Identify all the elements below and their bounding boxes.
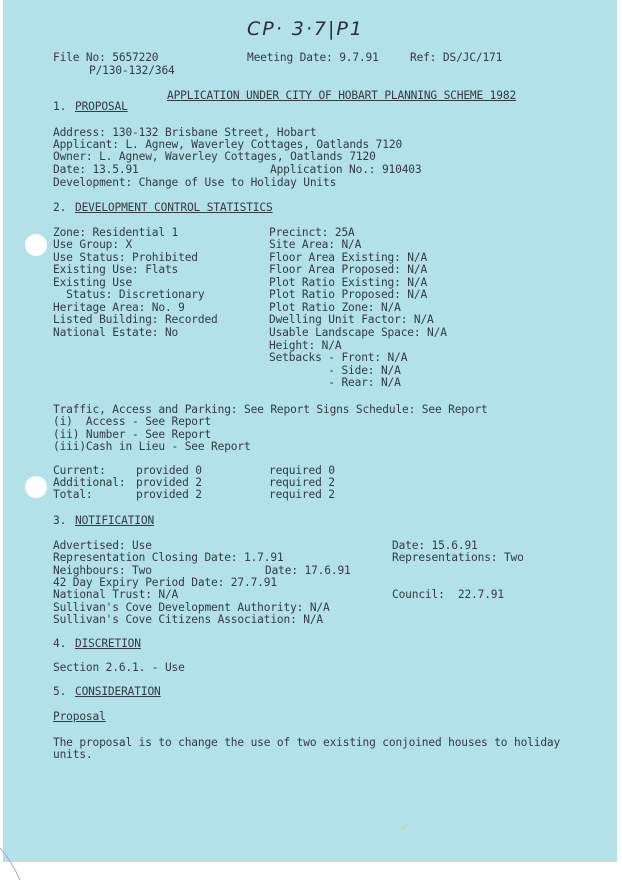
stat-right: Plot Ratio Zone: N/A	[269, 301, 401, 314]
parking-label: Current:	[53, 464, 106, 477]
section-number: 4.	[53, 637, 67, 650]
section-heading-consideration: CONSIDERATION	[75, 685, 161, 698]
stat-right: - Rear: N/A	[269, 376, 401, 389]
parking-provided: provided 0	[136, 464, 202, 477]
traffic-line: (ii) Number - See Report	[53, 428, 212, 441]
stat-right: Plot Ratio Existing: N/A	[269, 276, 428, 289]
stat-right: Usable Landscape Space: N/A	[269, 326, 447, 339]
stat-left: Existing Use: Flats	[53, 263, 179, 276]
national-trust: National Trust: N/A	[53, 588, 179, 601]
stat-left: Status: Discretionary	[53, 288, 205, 301]
section-number: 5.	[53, 685, 67, 698]
subheading-proposal: Proposal	[53, 710, 106, 723]
stat-left: Existing Use	[53, 276, 133, 289]
expiry-period: 42 Day Expiry Period Date: 27.7.91	[53, 576, 277, 589]
stat-right: - Side: N/A	[269, 364, 401, 377]
section-heading-notification: NOTIFICATION	[75, 514, 155, 527]
stat-left: Listed Building: Recorded	[53, 313, 218, 326]
proposal-paragraph-line: The proposal is to change the use of two existing conjoined houses to holiday	[53, 736, 561, 749]
representations: Representations: Two	[392, 551, 524, 564]
parking-provided: provided 2	[136, 488, 202, 501]
parking-required: required 2	[269, 476, 335, 489]
section-number: 1.	[53, 100, 67, 113]
handwritten-note: CP· 3·7|P1	[247, 18, 364, 40]
council-date: Council: 22.7.91	[392, 588, 504, 601]
proposal-paragraph-line: units.	[53, 748, 93, 761]
traffic-line: (iii)Cash in Lieu - See Report	[53, 440, 251, 453]
section-heading-statistics: DEVELOPMENT CONTROL STATISTICS	[75, 201, 273, 214]
neighbours-date: Date: 17.6.91	[265, 564, 351, 577]
parking-required: required 2	[269, 488, 335, 501]
stat-right: Dwelling Unit Factor: N/A	[269, 313, 434, 326]
parking-required: required 0	[269, 464, 335, 477]
stat-left: National Estate: No	[53, 326, 179, 339]
document-title: APPLICATION UNDER CITY OF HOBART PLANNING SCHEME 1982	[167, 89, 517, 102]
traffic-line: Traffic, Access and Parking: See Report Signs Schedule: See Report	[53, 403, 488, 416]
representation-closing: Representation Closing Date: 1.7.91	[53, 551, 284, 564]
file-number: File No: 5657220	[53, 51, 159, 64]
scda: Sullivan's Cove Development Authority: N/A	[53, 601, 330, 614]
reference: Ref: DS/JC/171	[410, 51, 503, 64]
pencil-mark-icon: ✓	[400, 820, 411, 834]
stat-right: Floor Area Proposed: N/A	[269, 263, 428, 276]
section-number: 3.	[53, 514, 67, 527]
stat-left: Heritage Area: No. 9	[53, 301, 185, 314]
applicant: Applicant: L. Agnew, Waverley Cottages, Oatlands 7120	[53, 138, 403, 151]
file-number-sub: P/130-132/364	[89, 64, 175, 77]
owner: Owner: L. Agnew, Waverley Cottages, Oatlands 7120	[53, 150, 376, 163]
stat-left: Use Status: Prohibited	[53, 251, 198, 264]
stat-right: Setbacks - Front: N/A	[269, 351, 408, 364]
punch-hole	[25, 476, 47, 498]
stat-left: Use Group: X	[53, 238, 133, 251]
section-heading-discretion: DISCRETION	[75, 637, 141, 650]
section-number: 2.	[53, 201, 67, 214]
neighbours: Neighbours: Two	[53, 564, 152, 577]
page-curl-shadow	[0, 840, 40, 880]
advertised-date: Date: 15.6.91	[392, 539, 478, 552]
development: Development: Change of Use to Holiday Units	[53, 176, 337, 189]
discretion-section: Section 2.6.1. - Use	[53, 661, 185, 674]
application-date: Date: 13.5.91	[53, 163, 139, 176]
parking-label: Total:	[53, 488, 93, 501]
stat-left: Zone: Residential 1	[53, 226, 179, 239]
document-page	[3, 0, 617, 862]
meeting-date: Meeting Date: 9.7.91	[247, 51, 379, 64]
parking-provided: provided 2	[136, 476, 202, 489]
stat-right: Height: N/A	[269, 339, 342, 352]
parking-label: Additional:	[53, 476, 126, 489]
stat-right: Floor Area Existing: N/A	[269, 251, 428, 264]
address: Address: 130-132 Brisbane Street, Hobart	[53, 126, 317, 139]
section-heading-proposal: PROPOSAL	[75, 100, 128, 113]
stat-right: Plot Ratio Proposed: N/A	[269, 288, 428, 301]
stat-right: Precinct: 25A	[269, 226, 355, 239]
punch-hole	[25, 234, 47, 256]
scca: Sullivan's Cove Citizens Association: N/A	[53, 613, 324, 626]
traffic-line: (i) Access - See Report	[53, 415, 212, 428]
application-number: Application No.: 910403	[270, 163, 422, 176]
stat-right: Site Area: N/A	[269, 238, 362, 251]
advertised: Advertised: Use	[53, 539, 152, 552]
